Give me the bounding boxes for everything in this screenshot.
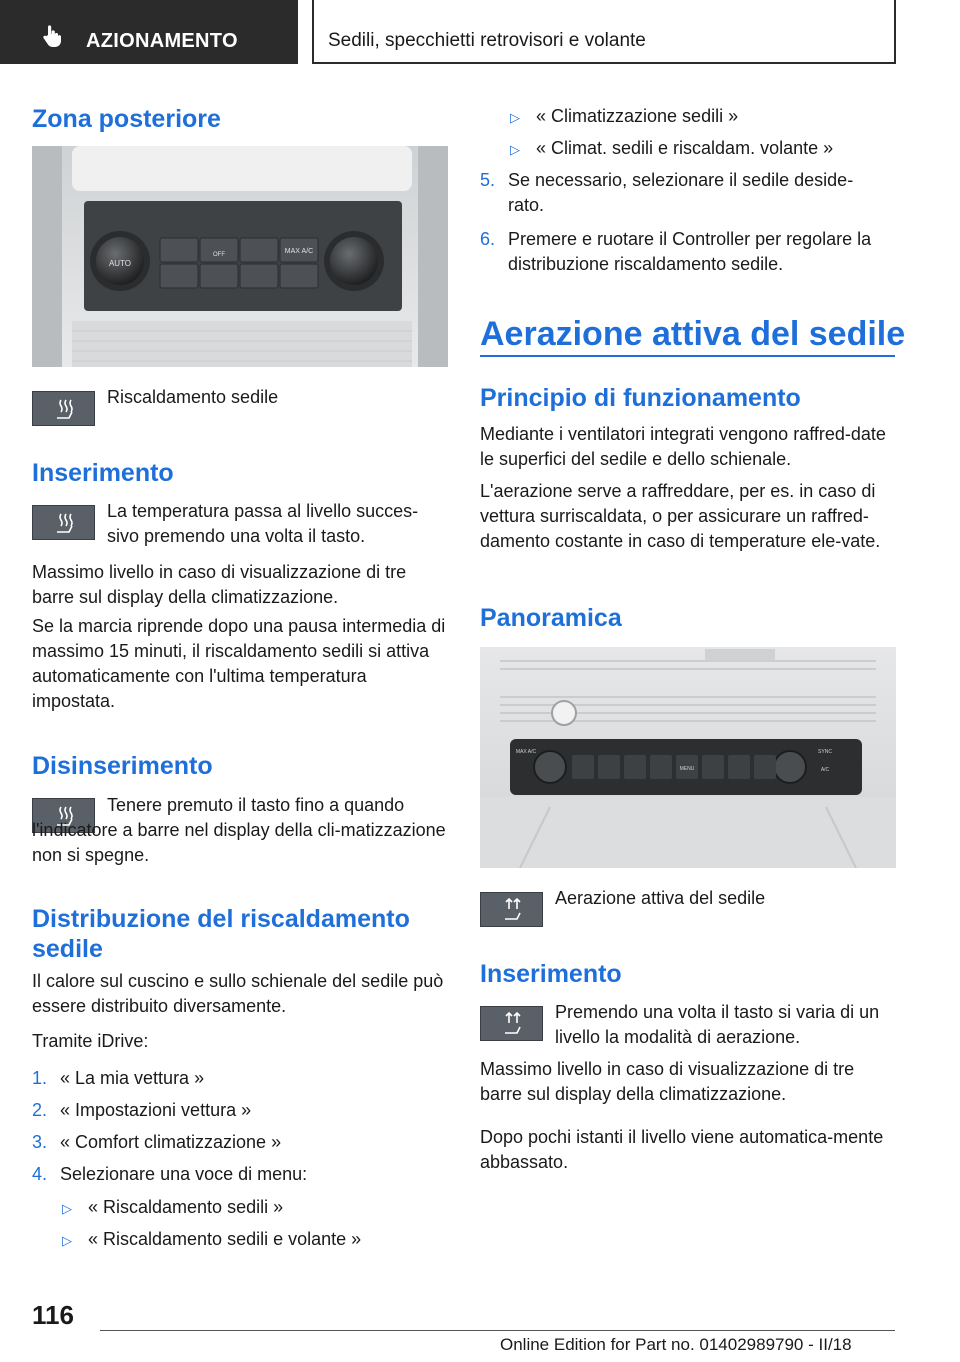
ins-p1-right: Massimo livello in caso di visualizzazione di tre barre sul display della climatizzazione. — [480, 1059, 855, 1104]
ins-p2-right: Dopo pochi istanti il livello viene automatica-mente abbassato. — [480, 1127, 884, 1172]
chapter-header — [312, 0, 896, 64]
ins-p1-left: Massimo livello in caso di visualizzazione di tre barre sul display della climatizzazione. — [32, 562, 407, 607]
step-item: 3. « Comfort climatizzazione » — [32, 1132, 282, 1152]
step-item: 1. « La mia vettura » — [32, 1068, 205, 1088]
triangle-bullet-icon: ▷ — [510, 142, 520, 157]
ins-icon-text-right: Premendo una volta il tasto si varia di un livello la modalità di aerazione. — [555, 1002, 880, 1047]
sub-step-item: ▷ « Riscaldamento sedili e volante » — [62, 1227, 361, 1253]
footer-divider — [100, 1330, 895, 1331]
front-climate-panel-photo — [480, 647, 896, 868]
hand-pointer-icon — [40, 24, 64, 48]
section-h2: Aerazione attiva del sedile — [480, 315, 906, 353]
prin-p1: Mediante i ventilatori integrati vengono raffred-date le superfici del sedile e dello schienale. — [480, 424, 886, 469]
seat-heating-icon — [32, 505, 95, 540]
step-item: 4. Selezionare una voce di menu: — [32, 1164, 308, 1184]
front-ac-label: A/C — [820, 767, 830, 773]
front-menu-label: MENU — [679, 766, 695, 772]
rear-off-label: OFF — [213, 252, 225, 258]
sub-step-item: ▷ « Climat. sedili e riscaldam. volante » — [510, 136, 833, 162]
dist-p1: Il calore sul cuscino e sullo schienale del sedile può essere distribuito diversamente. — [32, 971, 444, 1016]
seat-ventilation-icon — [480, 1006, 543, 1041]
dist-p2: Tramite iDrive: — [32, 1031, 149, 1051]
pan-caption: Aerazione attiva del sedile — [555, 888, 766, 908]
chapter-label: Sedili, specchietti retrovisori e volante — [328, 30, 646, 51]
auto-knob-label: AUTO — [108, 259, 132, 268]
section-label: AZIONAMENTO — [86, 30, 238, 52]
dis-title: Disinserimento — [32, 752, 213, 780]
pan-title: Panoramica — [480, 604, 622, 632]
triangle-bullet-icon: ▷ — [62, 1233, 72, 1248]
step-6: 6. Premere e ruotare il Controller per regolare la distribuzione riscaldamento sedile. — [480, 229, 872, 274]
rear-zone-title: Zona posteriore — [32, 105, 221, 133]
page-number: 116 — [32, 1300, 74, 1330]
sub-step-item: ▷ « Riscaldamento sedili » — [62, 1195, 283, 1221]
section-tab — [0, 0, 298, 64]
triangle-bullet-icon: ▷ — [62, 1201, 72, 1216]
seat-ventilation-icon — [480, 892, 543, 927]
ins-title-right: Inserimento — [480, 960, 622, 988]
dist-title: Distribuzione del riscaldamento sedile — [32, 905, 410, 963]
ins-p2-left: Se la marcia riprende dopo una pausa intermedia di massimo 15 minuti, il riscaldamento sedili si attiva automaticamente con l'ultima temperatura impostata. — [32, 616, 446, 711]
step-item: 2. « Impostazioni vettura » — [32, 1100, 252, 1120]
prin-p2: L'aerazione serve a raffreddare, per es. in caso di vettura surriscaldata, o per assicurare un raffred-damento costante in caso di temperature ele-vate. — [480, 481, 881, 551]
triangle-bullet-icon: ▷ — [510, 110, 520, 125]
ins-icon-text-left: La temperatura passa al livello succes- sivo premendo una volta il tasto. — [107, 501, 419, 546]
rear-caption: Riscaldamento sedile — [107, 387, 279, 407]
dis-text: Tenere premuto il tasto fino a quando l'indicatore a barre nel display della cli-matizzazione non si spegne. — [32, 795, 446, 865]
front-sync-label: SYNC — [818, 749, 832, 755]
sub-step-item: ▷ « Climatizzazione sedili » — [510, 104, 738, 130]
h2-underline — [480, 355, 895, 357]
seat-heating-icon — [32, 391, 95, 426]
ins-title-left: Inserimento — [32, 459, 174, 487]
rear-climate-panel-photo — [32, 146, 448, 367]
step-5: 5. Se necessario, selezionare il sedile deside- rato. — [480, 170, 854, 215]
rear-maxac-label: MAX A/C — [284, 248, 314, 255]
front-maxac-label: MAX A/C — [515, 749, 537, 755]
prin-title: Principio di funzionamento — [480, 384, 801, 412]
edition-note: Online Edition for Part no. 01402989790 - II/18 — [500, 1335, 852, 1354]
